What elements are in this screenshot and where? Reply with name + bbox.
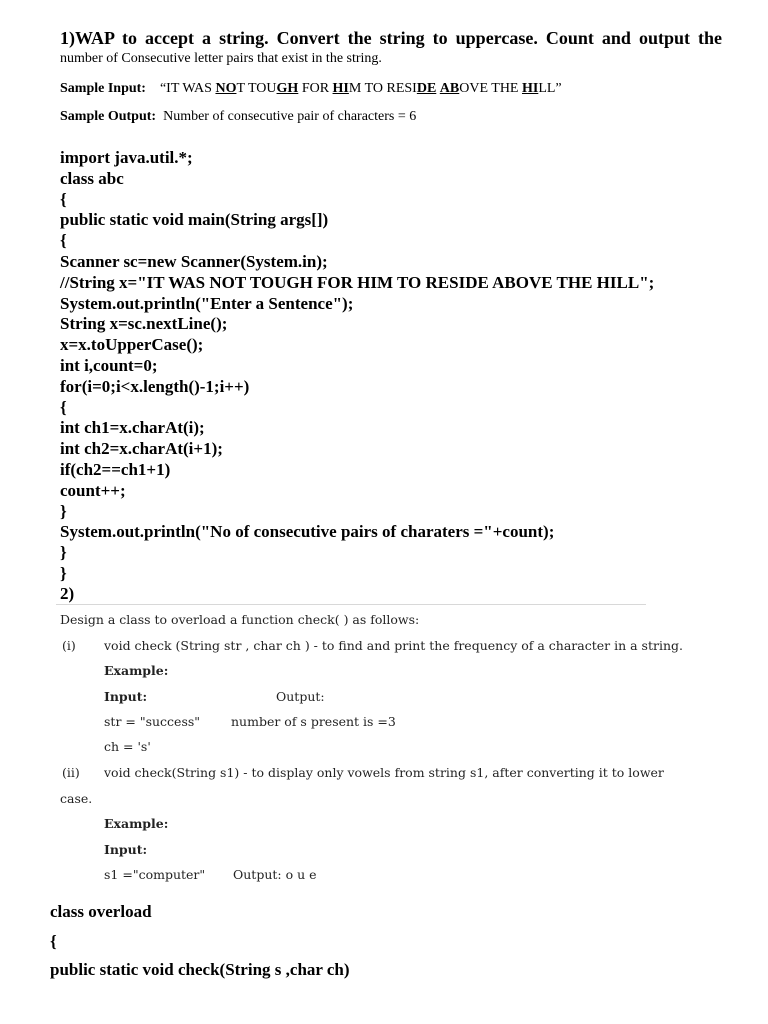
code-line: int i,count=0; bbox=[60, 355, 158, 375]
code-line: import java.util.*; bbox=[60, 148, 193, 167]
java-code-block bbox=[60, 148, 654, 585]
input-line-ch: ch = 's' bbox=[104, 739, 151, 754]
class-declaration: class overload bbox=[50, 902, 152, 921]
code-line: class abc bbox=[60, 168, 124, 188]
code-line: { bbox=[60, 231, 67, 251]
class-open-brace: { bbox=[50, 932, 57, 951]
sample-output bbox=[60, 109, 416, 125]
part-2-continuation: case. bbox=[60, 791, 93, 806]
part-2-number: (ii) bbox=[62, 765, 80, 780]
part-2-text: void check(String s1) - to display only vowels from string s1, after converting it to lower bbox=[104, 765, 664, 780]
sample-output-label: Sample Output: bbox=[60, 109, 157, 124]
code-line: int ch1=x.charAt(i); bbox=[60, 418, 205, 438]
code-line: String x=sc.nextLine(); bbox=[60, 314, 228, 334]
code-line: { bbox=[60, 189, 67, 209]
section-divider bbox=[56, 604, 646, 605]
code-line: System.out.println("No of consecutive pairs of charaters ="+count); bbox=[60, 522, 555, 542]
code-line: count++; bbox=[60, 480, 126, 500]
code-line: } bbox=[60, 543, 67, 563]
code-line: } bbox=[60, 563, 67, 583]
code-line: Scanner sc=new Scanner(System.in); bbox=[60, 251, 328, 271]
input-line-s1: s1 ="computer" bbox=[104, 867, 206, 882]
code-line: //String x="IT WAS NOT TOUGH FOR HIM TO RESIDE ABOVE THE HILL"; bbox=[60, 272, 655, 292]
question-1-title: 1)WAP to accept a string. Convert the string to uppercase. Count and output the bbox=[60, 28, 722, 48]
code-line: } bbox=[60, 501, 67, 521]
question-2-label: 2) bbox=[60, 584, 75, 603]
sample-input bbox=[60, 81, 562, 97]
method-signature: public static void check(String s ,char ch) bbox=[50, 960, 350, 979]
code-line: if(ch2==ch1+1) bbox=[60, 459, 171, 479]
part-1-number: (i) bbox=[62, 638, 76, 653]
code-line: int ch2=x.charAt(i+1); bbox=[60, 439, 223, 459]
code-line: for(i=0;i<x.length()-1;i++) bbox=[60, 376, 250, 396]
question-2-intro: Design a class to overload a function check( ) as follows: bbox=[60, 612, 420, 627]
output-line-vowels: Output: o u e bbox=[233, 867, 317, 882]
part-1-text: void check (String str , char ch ) - to find and print the frequency of a character in a string. bbox=[104, 638, 683, 653]
code-line: System.out.println("Enter a Sentence"); bbox=[60, 293, 354, 313]
code-line: public static void main(String args[]) bbox=[60, 210, 329, 230]
code-line: { bbox=[60, 397, 67, 417]
input-label-1: Input: bbox=[104, 689, 148, 704]
input-line-str: str = "success" bbox=[104, 714, 201, 729]
sample-input-label: Sample Input: bbox=[60, 81, 146, 96]
question-1-subtitle: number of Consecutive letter pairs that exist in the string. bbox=[60, 51, 382, 66]
input-label-2: Input: bbox=[104, 842, 148, 857]
example-label-1: Example: bbox=[104, 663, 169, 678]
code-line: x=x.toUpperCase(); bbox=[60, 335, 204, 355]
output-label-1: Output: bbox=[276, 689, 325, 704]
output-line-count: number of s present is =3 bbox=[231, 714, 396, 729]
example-label-2: Example: bbox=[104, 816, 169, 831]
sample-output-text: Number of consecutive pair of characters = 6 bbox=[163, 109, 417, 124]
sample-input-text: “IT WAS NOT TOUGH FOR HIM TO RESIDE ABOVE THE HILL” bbox=[159, 81, 562, 96]
